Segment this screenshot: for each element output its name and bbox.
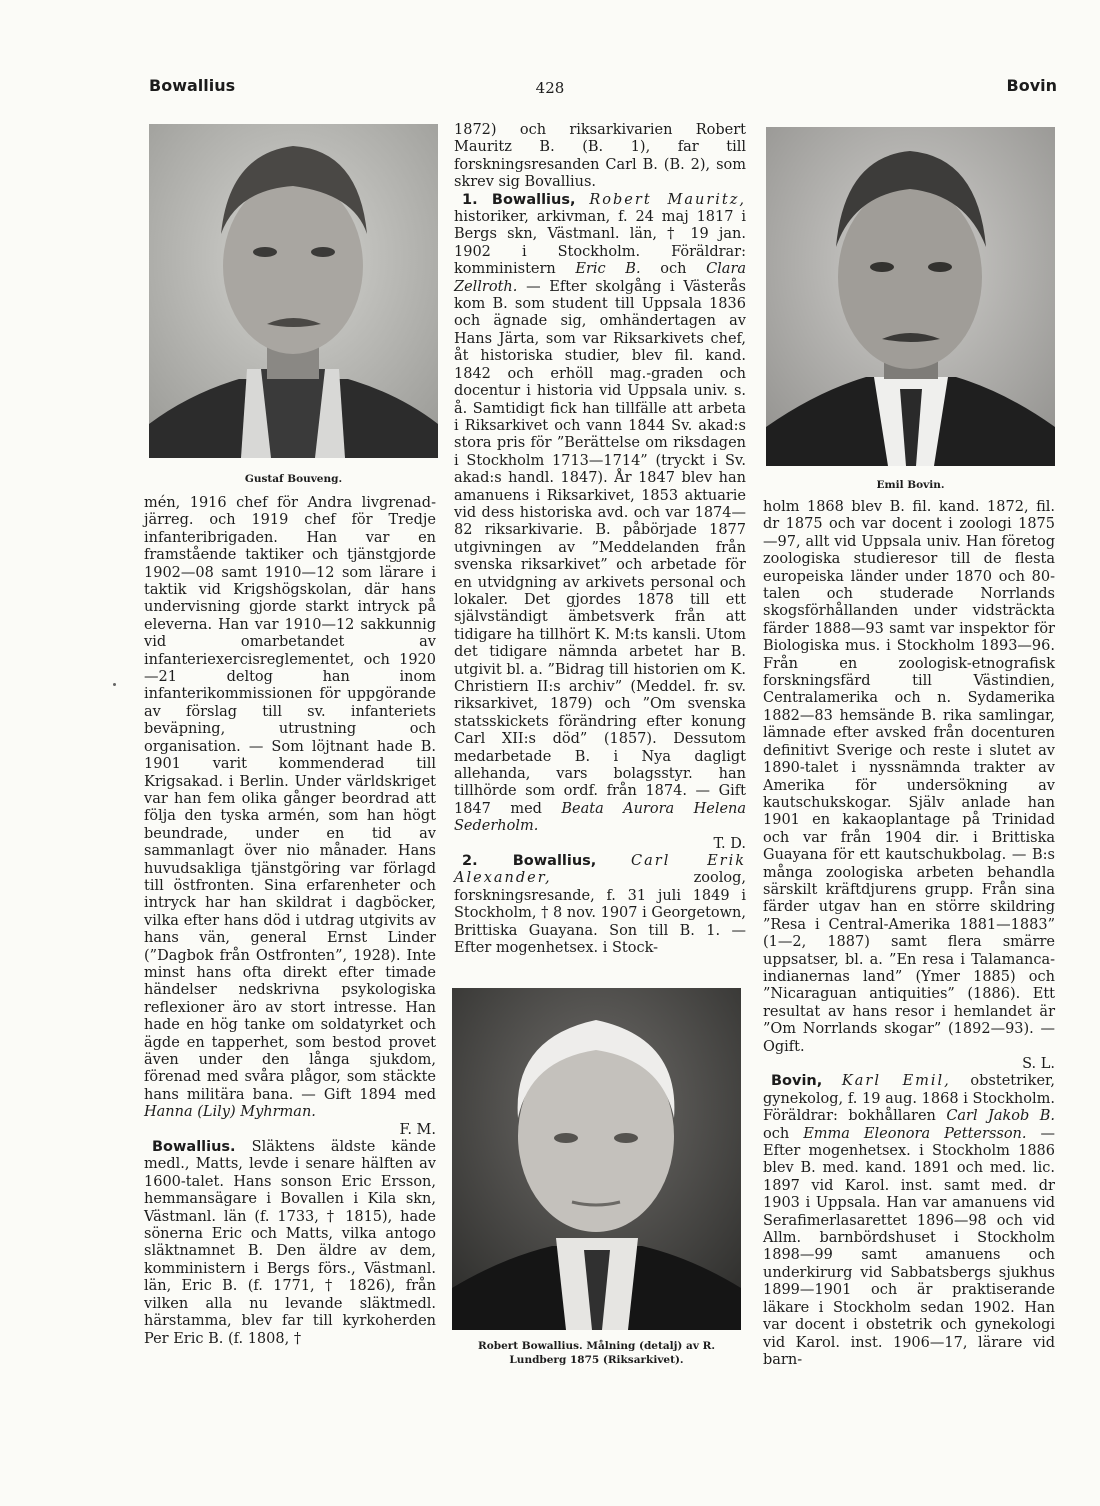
- bovin-parent-2: Emma Eleonora Pettersson.: [803, 1125, 1027, 1142]
- entry-1-wife: Beata Aurora Helena Sederholm.: [454, 800, 747, 835]
- running-header-right: Bovin: [1006, 76, 1057, 95]
- page-number: 428: [535, 79, 565, 97]
- caption-bowallius-line-1: Robert Bowallius. Målning (detalj) av R.: [478, 1340, 715, 1352]
- family-paragraph: [144, 1139, 436, 1348]
- caption-bowallius-line-2: Lundberg 1875 (Riksarkivet).: [509, 1354, 684, 1366]
- bouveng-text: mén, 1916 chef för Andra livgrenad-järreg. och 1919 chef för Tredje infanteribrigaden. Han var en framstående taktiker och tjänstgjorde 1902—08 samt 1910—12 som lärare i taktik vid Krigshögskolan, där hans undervisning gjorde starkt intryck på eleverna. Han var 1910—12 sakkunnig vid omarbetandet av infanteriexercisreglementet, och 1920—21 deltog han inom infanterikommissionen för uppgörande av förslag till sv. infanteriets beväpning, utrustning och organisation. — Som löjtnant hade B. 1901 varit kommenderad till Krigsakad. i Berlin. Under världskriget var han fem olika gånger beordrad att följa den tyska armén, som han högt beundrade, under en tid av sammanlagt över nio månader. Hans huvudsakliga tjänstgöring var förlagd till östfronten. Sina erfarenheter och intryck har han skildrat i dagböcker, vilka efter hans död i utdrag utgivits av hans vän, general Ernst Linder (”Dagbok från Ostfronten”, 1928). Inte minst hans ofta direkt efter timade händelser nedskrivna psykologiska reflexioner äro av stort intresse. Han hade en hög tanke om soldatyrket och ägde en tapperhet, som bestod provet även under den långa sjukdom, förenad med svåra plågor, som stäckte hans militära bana. — Gift 1894 med: [144, 495, 436, 1103]
- family-continuation: 1872) och riksarkivarien Robert Mauritz B. (B. 1), far till forskningsresanden Carl B. (B. 2), som skrev sig Bovallius.: [454, 122, 746, 191]
- entry-1-title: 1. Bowallius,: [462, 191, 576, 208]
- signature-td: T. D.: [713, 835, 746, 852]
- bovin-text-a: obstetriker, gynekolog, f. 19 aug. 1868 i Stockholm. Föräldrar: bokhållaren: [763, 1073, 1055, 1125]
- bovin-given-name: Karl Emil,: [841, 1073, 951, 1090]
- margin-dot: [113, 683, 116, 686]
- family-text: Släktens äldste kände medl., Matts, levde i senare hälften av 1600-talet. Hans sonson Eric Ersson, hemmansägare i Bovallen i Kila skn, Västmanl. län (f. 1733, † 1815), hade sönerna Eric och Matts, vilka antogo släktnamnet B. Den äldre av dem, komministern i Bergs förs., Västmanl. län, Eric B. (f. 1771, † 1826), från vilken alla nu levande släktmedl. härstamma, blev far till kyrkoherden Per Eric B. (f. 1808, †: [144, 1139, 436, 1347]
- entry-robert-bowallius: [454, 192, 746, 836]
- entry-2-title: 2. Bowallius,: [462, 853, 597, 870]
- entry-1-och: och: [660, 261, 687, 278]
- column-1: [144, 495, 436, 1348]
- portrait-photo-bouveng: [149, 124, 438, 458]
- bovin-entry-title: Bovin,: [771, 1073, 823, 1090]
- bovin-och: och: [763, 1125, 790, 1142]
- column-3: [763, 499, 1055, 1369]
- running-header-left: Bowallius: [149, 76, 236, 95]
- caption-bowallius: [446, 1339, 747, 1367]
- signature-sl: S. L.: [1022, 1056, 1055, 1072]
- entry-emil-bovin: [763, 1073, 1055, 1369]
- bouveng-paragraph: [144, 495, 436, 1122]
- entry-1-signature-row: [454, 836, 746, 853]
- entry-carl-bowallius: [454, 853, 746, 957]
- entry-1-parent-2: Clara Zellroth.: [454, 261, 747, 295]
- bouveng-wife: Hanna (Lily) Myhrman.: [144, 1104, 316, 1121]
- bovin-text-b: — Efter mogenhetsex. i Stockholm 1886 blev B. med. kand. 1891 och med. lic. 1897 vid Karol. inst. samt med. dr 1903 i Uppsala. Han var amanuens vid Serafimerlasarettet 1896—98 och vid Allm. barnbördshuset i Stockholm 1898—99 samt amanuens och underkirurg vid Sabbatsbergs sjukhus 1899—1901 och är praktiserande läkare i Stockholm sedan 1902. Han var docent i obstetrik och gynekologi vid Karol. inst. 1906—17, lärare vid barn-: [763, 1125, 1056, 1368]
- entry-1-text-a: historiker, arkivman, f. 24 maj 1817 i Bergs skn, Västmanl. län, † 19 jan. 1902 i Stockholm. Föräldrar: komministern: [454, 209, 746, 278]
- entry-2-continuation: holm 1868 blev B. fil. kand. 1872, fil. dr 1875 och var docent i zoologi 1875—97, allt vid Uppsala univ. Han företog zoologiska studieresor till de flesta europeiska länder under 1870 och 80-talen och studerade Norrlands skogsförhållanden under vidsträckta färder 1888—93 samt var inspektor för Biologiska mus. i Stockholm 1893—96. Från en zoologisk-etnografisk forskningsfärd till Västindien, Centralamerika och n. Sydamerika 1882—83 hemsände B. rika samlingar, lämnade efter avsked från docenturen definitivt Sverige och reste i slutet av 1890-talet i nyssnämnda trakter av Amerika för undersökning av kautschukskogar. Själv anlade han 1901 en kakaoplantage på Trinidad och var från 1904 dir. i Brittiska Guayana för ett kautschukbolag. — B:s många zoologiska arbeten behandla särskilt kräftdjurens grupp. Från sina färder utgav han en större skildring ”Resa i Central-Amerika 1881—1883” (1—2, 1887) samt flera smärre uppsatser, bl. a. ”En resa i Talamanca-indianernas land” (Ymer 1885) och ”Nicaraguan antiquities” (1886). Ett resultat av hans resor i hemlandet är ”Om Norrlands skogar” (1892—93). — Ogift.: [763, 499, 1055, 1055]
- family-entry-name: Bowallius.: [152, 1139, 236, 1156]
- caption-bouveng: Gustaf Bouveng.: [244, 473, 343, 485]
- portrait-painting-bowallius: [452, 988, 741, 1330]
- entry-1-text-b: — Efter skolgång i Västerås kom B. som student till Uppsala 1836 och ägnade sig, omhändertagen av Hans Järta, som var Riksarkivets chef, åt historiska studier, blev fil. kand. 1842 och erhöll mag.-graden och docentur i historia vid Uppsala univ. s. å. Samtidigt fick han tillfälle att arbeta i Riksarkivet och vann 1844 Sv. akad:s stora pris för ”Berättelse om riksdagen i Stockholm 1713—1714” (tryckt i Sv. akad:s handl. 1847). År 1847 blev han amanuens i Riksarkivet, 1853 aktuarie vid dess historiska avd. och var 1874—82 riksarkivarie. B. påbörjade 1877 utgivningen av ”Meddelanden från svenska riksarkivet” och arbetade för en utvidgning av arkivets personal och lokaler. Det gjordes 1878 till ett självständigt ämbetsverk från att tidigare ha tillhört K. M:ts kansli. Utom det tidigare nämnda arbetet har B. utgivit bl. a. ”Bidrag till historien om K. Christiern II:s archiv” (Meddel. fr. sv. riksarkivet, 1879) och ”Om svenska statsskickets förändring efter konung Carl XII:s död” (1857). Dessutom medarbetade B. i Nya dagligt allehanda, vars bolagsstyr. han tillhörde som ordf. från 1874. — Gift 1847 med: [454, 278, 746, 817]
- entry-2-signature-row: [763, 1056, 1055, 1073]
- entry-1-parent-1: Eric B.: [575, 261, 641, 278]
- portrait-photo-bovin: [766, 127, 1055, 466]
- bouveng-signature-row: [144, 1122, 436, 1139]
- caption-bovin: Emil Bovin.: [876, 479, 945, 491]
- entry-2-given-name: Carl Erik Alexander,: [454, 853, 747, 887]
- entry-1-given-name: Robert Mauritz,: [589, 191, 746, 208]
- signature-fm: F. M.: [399, 1121, 436, 1138]
- bovin-parent-1: Carl Jakob B.: [946, 1108, 1055, 1125]
- column-2: [454, 122, 746, 958]
- entry-2-text-a: zoolog, forskningsresande, f. 31 juli 1849 i Stockholm, † 8 nov. 1907 i Georgetown, Brittiska Guayana. Son till B. 1. — Efter mogenhetsex. i Stock-: [454, 870, 746, 957]
